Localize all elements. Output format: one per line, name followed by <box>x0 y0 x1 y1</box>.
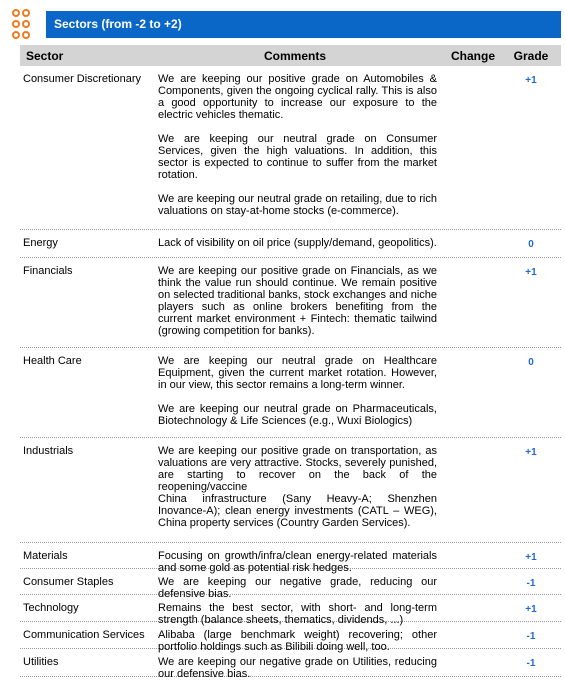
sector-name: Materials <box>23 550 68 562</box>
table-row-utilities <box>20 649 561 680</box>
logo-icon <box>11 8 41 42</box>
sector-comments: We are keeping our neutral grade on Healthcare Equipment, given the current market rotation. However, in our view, this sector remains a long-term winner. We are keeping our neutral grade on Pharmaceuticals, Biotechnology & Life Sciences (e.g., Wuxi Biologics) <box>158 355 437 427</box>
table-row-technology <box>20 595 561 626</box>
sector-grade: +1 <box>525 604 537 615</box>
column-header-change: Change <box>450 49 495 63</box>
section-title: Sectors (from -2 to +2) <box>46 11 561 38</box>
sector-comments: Lack of visibility on oil price (supply/demand, geopolitics). <box>158 237 437 249</box>
sector-name: Financials <box>23 265 73 277</box>
sector-name: Utilities <box>23 656 59 668</box>
sectors-table <box>20 66 561 680</box>
sector-comments: We are keeping our negative grade, reducing our defensive bias. <box>158 576 437 600</box>
sector-name: Communication Services <box>23 629 145 641</box>
sector-name: Technology <box>23 602 79 614</box>
column-header-grade: Grade <box>513 49 549 63</box>
sector-grade: +1 <box>525 552 537 563</box>
table-row-communication-services <box>20 622 561 653</box>
sector-grade: 0 <box>528 239 534 250</box>
table-row-financials <box>20 258 561 348</box>
column-header-comments: Comments <box>263 49 326 63</box>
sector-name: Industrials <box>23 445 74 457</box>
sector-comments: Focusing on growth/infra/clean energy-related materials and some gold as potential risk hedges. <box>158 550 437 574</box>
sector-comments: Remains the best sector, with short- and long-term strength (balance sheets, thematics, dividends, ...) <box>158 602 437 626</box>
sector-grade: +1 <box>525 267 537 278</box>
sector-comments: We are keeping our negative grade on Utilities, reducing our defensive bias. <box>158 656 437 680</box>
table-row-consumer-staples <box>20 569 561 600</box>
table-row-materials <box>20 543 561 574</box>
sector-grade: -1 <box>526 658 536 669</box>
sector-name: Consumer Discretionary <box>23 73 141 85</box>
table-row-health-care <box>20 348 561 438</box>
sector-comments: We are keeping our positive grade on Financials, as we think the value run should continue. We remain positive on selected traditional banks, stock exchanges and niche players such as online brokers benefiting from the current market environment + Fintech: thematic tailwind (growing competition for banks). <box>158 265 437 337</box>
table-row-consumer-discretionary <box>20 66 561 230</box>
sector-comments: Alibaba (large benchmark weight) recovering; other portfolio holdings such as Bilibili doing well, too. <box>158 629 437 653</box>
sector-name: Energy <box>23 237 58 249</box>
sector-comments: We are keeping our positive grade on transportation, as valuations are very attractive. Stocks, severely punished, are starting to recover on the back of the reopening/vaccine China infrastructure (Sany Heavy-A; Shenzhen Inovance-A); clean energy investments (CATL – WEG), China property services (Country Garden Services). <box>158 445 437 529</box>
sector-grade: +1 <box>525 447 537 458</box>
sector-grade: -1 <box>526 631 536 642</box>
table-row-industrials <box>20 438 561 543</box>
sector-grade: 0 <box>528 357 534 368</box>
column-header-sector: Sector <box>26 49 64 63</box>
sector-comments: We are keeping our positive grade on Automobiles & Components, given the ongoing cyclical rally. This is also a good opportunity to increase our exposure to the electric vehicles thematic. We are keeping our neutral grade on Consumer Services, given the high valuations. In addition, this sector is expected to continue to suffer from the market rotation. We are keeping our neutral grade on retailing, due to rich valuations on stay-at-home stocks (e-commerce). <box>158 73 437 217</box>
sector-grade: -1 <box>526 578 536 589</box>
sector-name: Consumer Staples <box>23 576 114 588</box>
sector-grade: +1 <box>525 75 537 86</box>
section-header <box>11 8 561 42</box>
sector-name: Health Care <box>23 355 82 367</box>
table-row-energy <box>20 230 561 258</box>
